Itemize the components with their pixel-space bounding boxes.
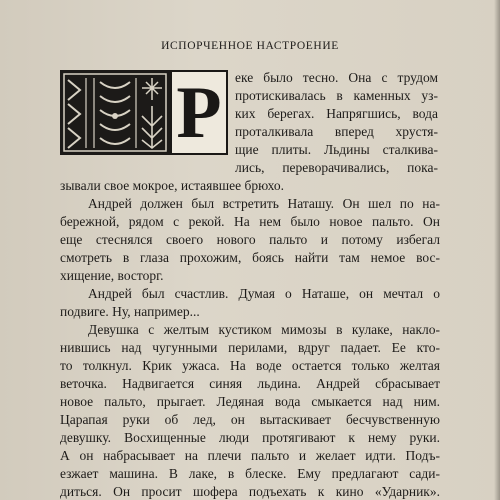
text-line: А он набрасывает на плечи пальто и желает идти. Подъ- [60,448,440,463]
text-line: Царапая руки об лед, он вытаскивает бесчувственную [60,412,440,427]
text-line: девушку. Восхищенные люди протягивают к нему руки. [60,430,440,445]
text-line: подвиге. Ну, например... [60,304,200,319]
text-line: лись, переворачивались, пока- [235,160,438,175]
text-line: смотреть в глаза прохожим, боясь найти там немое вос- [60,250,440,265]
chapter-heading: ИСПОРЧЕННОЕ НАСТРОЕНИЕ [161,40,339,52]
text-line: бережной, рядом с рекой. На нем было новое пальто. Он [60,214,440,229]
text-line: Девушка с желтым кустиком мимозы в кулаке, накло- [88,322,440,337]
text-line: еще стеснялся своего нового пальто и потому избегал [60,232,440,247]
text-line: то толкнул. Крик ужаса. На воде остается только желтая [60,358,440,373]
text-line: проталкивала вперед хрустя- [235,124,438,139]
text-line: Андрей должен был встретить Наташу. Он шел по на- [88,196,440,211]
text-line: новое пальто, прыгает. Ледяная вода смыкается над ним. [60,394,440,409]
text-line: ких берегах. Напрягшись, вода [235,106,438,121]
ornament-icon [60,70,170,155]
ornamental-initial [60,70,228,155]
text-line: веточка. Надвигается синяя льдина. Андрей сбрасывает [60,376,440,391]
text-line: зывали свое мокрое, истаявшее брюхо. [60,178,285,193]
text-line: еке было тесно. Она с трудом [235,70,438,85]
text-line: протискивалась в каменных уз- [235,88,438,103]
drop-cap-letter: Р [170,70,228,155]
text-line: щие плиты. Льдины сталкива- [235,142,438,157]
text-line: езжает машина. В лаке, в блеске. Ему предлагают сади- [60,466,440,481]
text-line: нившись над чугунными перилами, вдруг падает. Ее кто- [60,340,440,355]
text-line: хищение, восторг. [60,268,164,283]
text-line: диться. Он просит шофера подъехать к кино «Ударник». [60,484,440,499]
text-line: Андрей был счастлив. Думая о Наташе, он мечтал о [88,286,440,301]
